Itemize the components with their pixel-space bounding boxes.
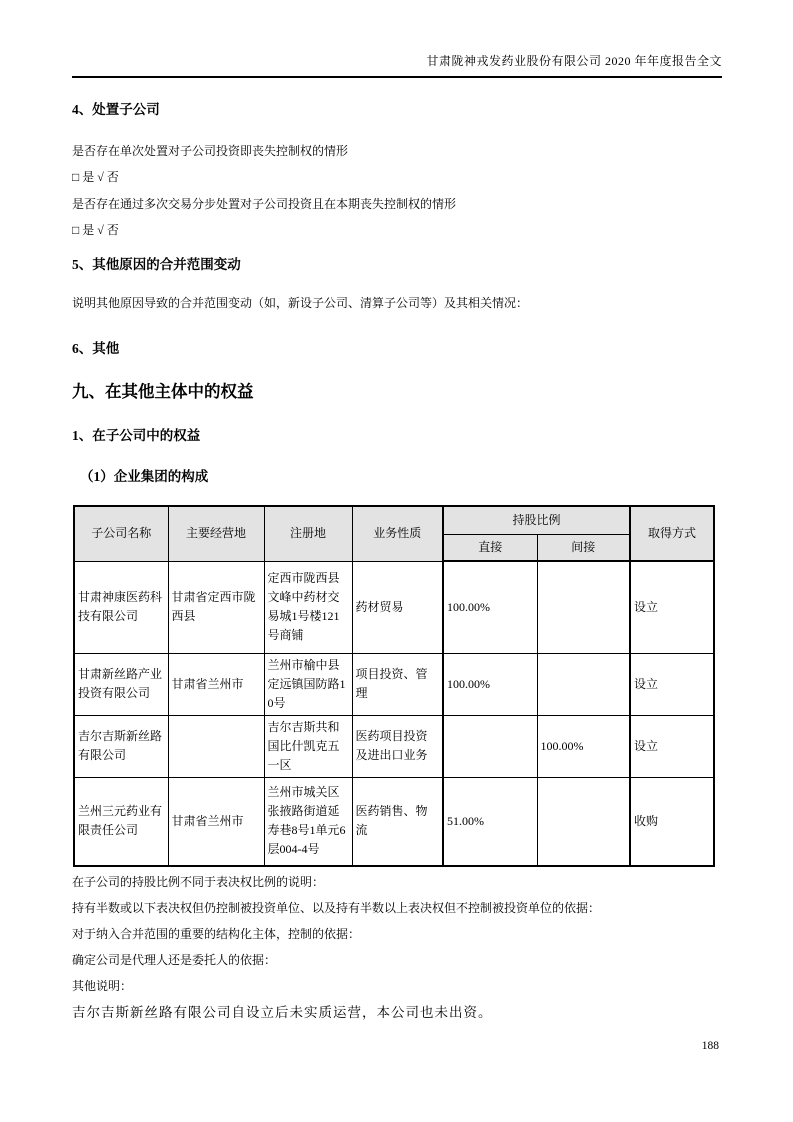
cell-acquisition-method: 收购 (630, 777, 714, 866)
column-header-business-nature: 业务性质 (352, 506, 443, 561)
cell-business-nature: 医药项目投资及进出口业务 (352, 715, 443, 777)
cell-subsidiary-name: 甘肃新丝路产业投资有限公司 (74, 653, 168, 715)
column-header-acquisition-method: 取得方式 (630, 506, 714, 561)
cell-business-nature: 项目投资、管理 (352, 653, 443, 715)
note-agent-or-principal: 确定公司是代理人还是委托人的依据： (72, 953, 277, 967)
cell-registered-place: 兰州市城关区张掖路街道延寿巷8号1单元6层004-4号 (264, 777, 352, 866)
cell-acquisition-method: 设立 (630, 715, 714, 777)
heading-interests-in-subsidiaries: 1、在子公司中的权益 (72, 428, 201, 443)
page-number: 188 (701, 1040, 719, 1052)
paragraph-scope-change-note: 说明其他原因导致的合并范围变动（如，新设子公司、清算子公司等）及其相关情况： (72, 296, 529, 310)
note-voting-ratio-difference: 在子公司的持股比例不同于表决权比例的说明： (72, 875, 325, 889)
question-stepwise-disposal: 是否存在通过多次交易分步处置对子公司投资且在本期丧失控制权的情形 (72, 197, 457, 211)
heading-other-scope-changes: 5、其他原因的合并范围变动 (72, 257, 241, 272)
heading-group-composition: （1）企业集团的构成 (80, 469, 209, 484)
cell-indirect-ratio (537, 653, 630, 715)
cell-business-nature: 药材贸易 (352, 561, 443, 653)
note-structured-entities: 对于纳入合并范围的重要的结构化主体，控制的依据： (72, 927, 361, 941)
cell-registered-place: 吉尔吉斯共和国比什凯克五一区 (264, 715, 352, 777)
cell-indirect-ratio: 100.00% (537, 715, 630, 777)
cell-indirect-ratio (537, 777, 630, 866)
checkbox-answer-single-disposal: □ 是 √ 否 (72, 170, 119, 184)
table-row-new-silk-road-investment (74, 653, 714, 715)
cell-subsidiary-name: 吉尔吉斯新丝路有限公司 (74, 715, 168, 777)
cell-direct-ratio: 51.00% (443, 777, 537, 866)
column-header-direct: 直接 (443, 534, 537, 561)
cell-registered-place: 兰州市榆中县定远镇国防路10号 (264, 653, 352, 715)
table-header-row-1 (74, 506, 714, 534)
cell-business-nature: 医药销售、物流 (352, 777, 443, 866)
checkbox-answer-stepwise-disposal: □ 是 √ 否 (72, 223, 119, 237)
note-control-basis: 持有半数或以下表决权但仍控制被投资单位、以及持有半数以上表决权但不控制被投资单位的依据： (72, 901, 601, 915)
cell-principal-place: 甘肃省兰州市 (168, 653, 264, 715)
heading-other: 6、其他 (72, 341, 120, 356)
cell-acquisition-method: 设立 (630, 561, 714, 653)
cell-subsidiary-name: 兰州三元药业有限责任公司 (74, 777, 168, 866)
page-header (72, 52, 722, 78)
cell-subsidiary-name: 甘肃神康医药科技有限公司 (74, 561, 168, 653)
heading-disposal-of-subsidiaries: 4、处置子公司 (72, 102, 160, 117)
cell-principal-place: 甘肃省兰州市 (168, 777, 264, 866)
cell-indirect-ratio (537, 561, 630, 653)
question-single-disposal: 是否存在单次处置对子公司投资即丧失控制权的情形 (72, 144, 349, 158)
cell-principal-place (168, 715, 264, 777)
table-row-shenkang (74, 561, 714, 653)
column-header-subsidiary-name: 子公司名称 (74, 506, 168, 561)
heading-interests-in-other-entities: 九、在其他主体中的权益 (72, 382, 254, 401)
table-row-sanyuan-pharma (74, 777, 714, 866)
report-title: 甘肃陇神戎发药业股份有限公司 2020 年年度报告全文 (426, 54, 722, 68)
cell-direct-ratio (443, 715, 537, 777)
cell-acquisition-method: 设立 (630, 653, 714, 715)
cell-direct-ratio: 100.00% (443, 561, 537, 653)
column-header-principal-place: 主要经营地 (168, 506, 264, 561)
column-header-indirect: 间接 (537, 534, 630, 561)
table-row-kyrgyz-new-silk-road (74, 715, 714, 777)
column-header-shareholding-ratio: 持股比例 (443, 506, 630, 534)
column-header-registered-place: 注册地 (264, 506, 352, 561)
cell-principal-place: 甘肃省定西市陇西县 (168, 561, 264, 653)
subsidiaries-table (73, 505, 715, 867)
cell-registered-place: 定西市陇西县文峰中药材交易城1号楼121号商铺 (264, 561, 352, 653)
table-footnotes (72, 874, 722, 1022)
note-other-description: 吉尔吉斯新丝路有限公司自设立后未实质运营，本公司也未出资。 (72, 1005, 493, 1020)
cell-direct-ratio: 100.00% (443, 653, 537, 715)
note-other-label: 其他说明： (72, 979, 133, 993)
